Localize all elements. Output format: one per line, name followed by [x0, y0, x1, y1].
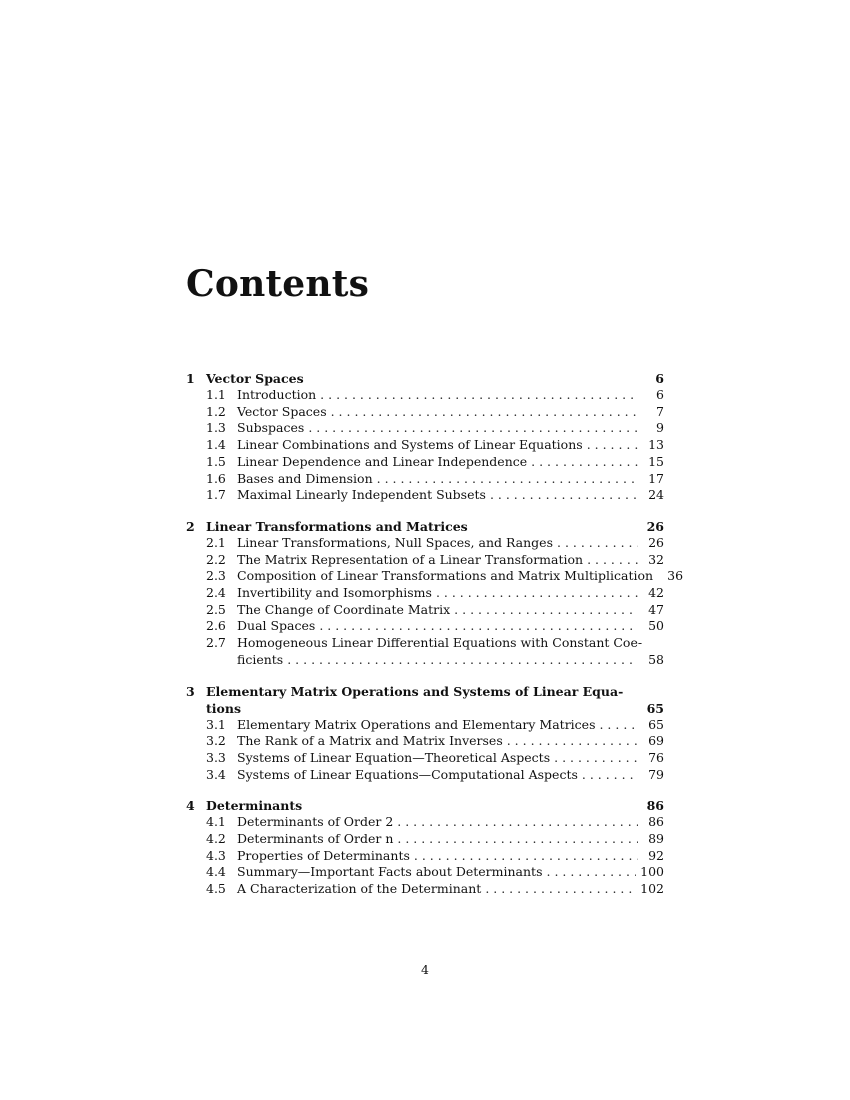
section-entry: [186, 585, 664, 602]
dot-leader: [587, 552, 638, 569]
section-page: 24: [648, 487, 664, 503]
section-number: 2.2: [206, 551, 226, 567]
section-entry: [186, 387, 664, 404]
section-entry: [186, 471, 664, 488]
section-title: The Matrix Representation of a Linear Transformation: [237, 551, 584, 567]
chapter-heading: [186, 797, 664, 814]
section-number: 2.3: [206, 568, 226, 584]
section-number: 3.4: [206, 766, 226, 782]
section-entry: [186, 814, 664, 831]
toc-chapter: [186, 370, 664, 504]
dot-leader: [319, 618, 638, 635]
dot-leader: [582, 767, 638, 784]
section-title: Vector Spaces: [237, 403, 327, 419]
dot-leader: [308, 420, 638, 437]
section-title: The Rank of a Matrix and Matrix Inverses: [237, 733, 503, 749]
dot-leader: [320, 387, 638, 404]
section-number: 1.7: [206, 487, 226, 503]
section-entry: [186, 848, 664, 865]
section-title: Linear Transformations, Null Spaces, and Ranges: [237, 534, 553, 550]
section-number: 2.5: [206, 601, 226, 617]
section-entry: [186, 733, 664, 750]
chapter-page: 6: [655, 371, 664, 386]
section-number: 3.2: [206, 733, 226, 749]
section-number: 1.5: [206, 453, 226, 469]
section-number: 2.7: [206, 635, 226, 651]
dot-leader: [414, 848, 638, 865]
section-number: 1.3: [206, 420, 226, 436]
section-page: 69: [648, 733, 664, 749]
chapter-heading-continued: [186, 700, 664, 717]
section-page: 79: [648, 766, 664, 782]
section-entry: [186, 618, 664, 635]
dot-leader: [397, 814, 638, 831]
chapter-page: 86: [646, 798, 664, 814]
section-number: 4.2: [206, 831, 226, 847]
section-title: Homogeneous Linear Differential Equations with Constant Coe-: [237, 635, 643, 651]
section-title: Subspaces: [237, 420, 305, 436]
section-page: 36: [667, 568, 684, 584]
section-page: 6: [656, 387, 664, 402]
section-title: Elementary Matrix Operations and Elementary Matrices: [237, 716, 596, 732]
dot-leader: [507, 733, 638, 750]
section-page: 76: [648, 749, 664, 765]
chapter-title: Linear Transformations and Matrices: [206, 518, 468, 534]
section-number: 4.5: [206, 881, 226, 897]
section-page: 32: [648, 551, 664, 567]
section-title: Systems of Linear Equation—Theoretical Aspects: [237, 749, 551, 765]
section-title: Dual Spaces: [237, 618, 316, 634]
chapter-number: 3: [186, 683, 195, 699]
dot-leader: [490, 487, 638, 504]
dot-leader: [454, 602, 638, 619]
dot-leader: [436, 585, 638, 602]
section-number: 4.3: [206, 847, 226, 863]
section-number: 2.4: [206, 585, 226, 601]
dot-leader: [557, 535, 638, 552]
section-title: Maximal Linearly Independent Subsets: [237, 487, 486, 503]
dot-leader: [397, 831, 638, 848]
section-title: Systems of Linear Equations—Computational Aspects: [237, 766, 578, 782]
page-title: Contents: [186, 263, 370, 305]
section-entry: [186, 420, 664, 437]
section-page: 47: [648, 601, 664, 617]
section-number: 1.6: [206, 470, 226, 486]
chapter-title: Elementary Matrix Operations and Systems of Linear Equa-: [206, 683, 624, 699]
section-page: 58: [648, 651, 664, 667]
section-page: 42: [648, 585, 664, 601]
section-page: 15: [648, 453, 664, 469]
section-title: Determinants of Order n: [237, 831, 394, 847]
section-entry: [186, 437, 664, 454]
chapter-title: Vector Spaces: [206, 371, 304, 386]
section-page: 89: [648, 831, 664, 847]
section-page: 65: [648, 716, 664, 732]
section-entry: [186, 864, 664, 881]
section-page: 102: [640, 881, 664, 897]
section-title: Determinants of Order 2: [237, 814, 394, 830]
section-entry: [186, 487, 664, 504]
section-entry-continued: [186, 652, 664, 669]
section-number: 2.1: [206, 534, 226, 550]
section-page: 9: [656, 420, 664, 436]
section-entry: [186, 535, 664, 552]
chapter-heading: [186, 518, 664, 535]
section-page: 13: [648, 437, 664, 453]
dot-leader: [531, 454, 638, 471]
section-number: 1.4: [206, 437, 226, 453]
dot-leader: [287, 652, 638, 669]
section-entry: [186, 831, 664, 848]
section-title: Invertibility and Isomorphisms: [237, 585, 432, 601]
chapter-number: 2: [186, 518, 195, 534]
dot-leader: [587, 437, 638, 454]
section-number: 4.4: [206, 864, 226, 880]
section-title: Linear Dependence and Linear Independence: [237, 453, 528, 469]
section-title: The Change of Coordinate Matrix: [237, 601, 451, 617]
toc-chapter: [186, 518, 684, 669]
section-page: 86: [648, 814, 664, 830]
section-number: 3.1: [206, 716, 226, 732]
section-page: 26: [648, 534, 664, 550]
dot-leader: [599, 717, 638, 734]
toc-chapter: [186, 797, 664, 898]
section-entry: [186, 717, 664, 734]
chapter-page: 26: [646, 518, 664, 534]
section-entry: [186, 767, 664, 784]
section-title: Bases and Dimension: [237, 470, 373, 486]
section-number: 1.1: [206, 387, 226, 402]
chapter-page: 65: [646, 700, 664, 716]
dot-leader: [485, 881, 636, 898]
section-entry: [186, 454, 664, 471]
section-title: A Characterization of the Determinant: [237, 881, 482, 897]
section-entry: [186, 552, 664, 569]
section-number: 4.1: [206, 814, 226, 830]
dot-leader: [377, 471, 638, 488]
section-number: 3.3: [206, 749, 226, 765]
section-number: 2.6: [206, 618, 226, 634]
section-page: 17: [648, 470, 664, 486]
toc-chapter: [186, 683, 664, 784]
chapter-title-continued: tions: [206, 700, 241, 716]
section-entry: [186, 750, 664, 767]
section-number: 1.2: [206, 403, 226, 419]
section-title: Introduction: [237, 387, 317, 402]
section-title: Properties of Determinants: [237, 847, 410, 863]
section-title: Composition of Linear Transformations and Matrix Multiplication: [237, 568, 654, 584]
section-page: 50: [648, 618, 664, 634]
section-entry: [186, 404, 664, 421]
chapter-heading: [186, 683, 664, 700]
dot-leader: [547, 864, 637, 881]
chapter-number: 1: [186, 371, 195, 386]
section-entry: [186, 881, 664, 898]
section-entry: [186, 635, 664, 652]
section-title-continued: ficients: [237, 651, 284, 667]
section-title: Linear Combinations and Systems of Linear Equations: [237, 437, 583, 453]
section-entry: [186, 602, 664, 619]
table-of-contents: [186, 370, 684, 912]
chapter-title: Determinants: [206, 798, 303, 814]
dot-leader: [554, 750, 638, 767]
chapter-heading: [186, 370, 664, 387]
dot-leader: [331, 404, 638, 421]
section-page: 100: [640, 864, 664, 880]
chapter-number: 4: [186, 798, 195, 814]
page-number: 4: [421, 962, 429, 977]
section-entry: [186, 568, 684, 585]
section-title: Summary—Important Facts about Determinants: [237, 864, 543, 880]
section-page: 92: [648, 847, 664, 863]
section-page: 7: [656, 403, 664, 419]
